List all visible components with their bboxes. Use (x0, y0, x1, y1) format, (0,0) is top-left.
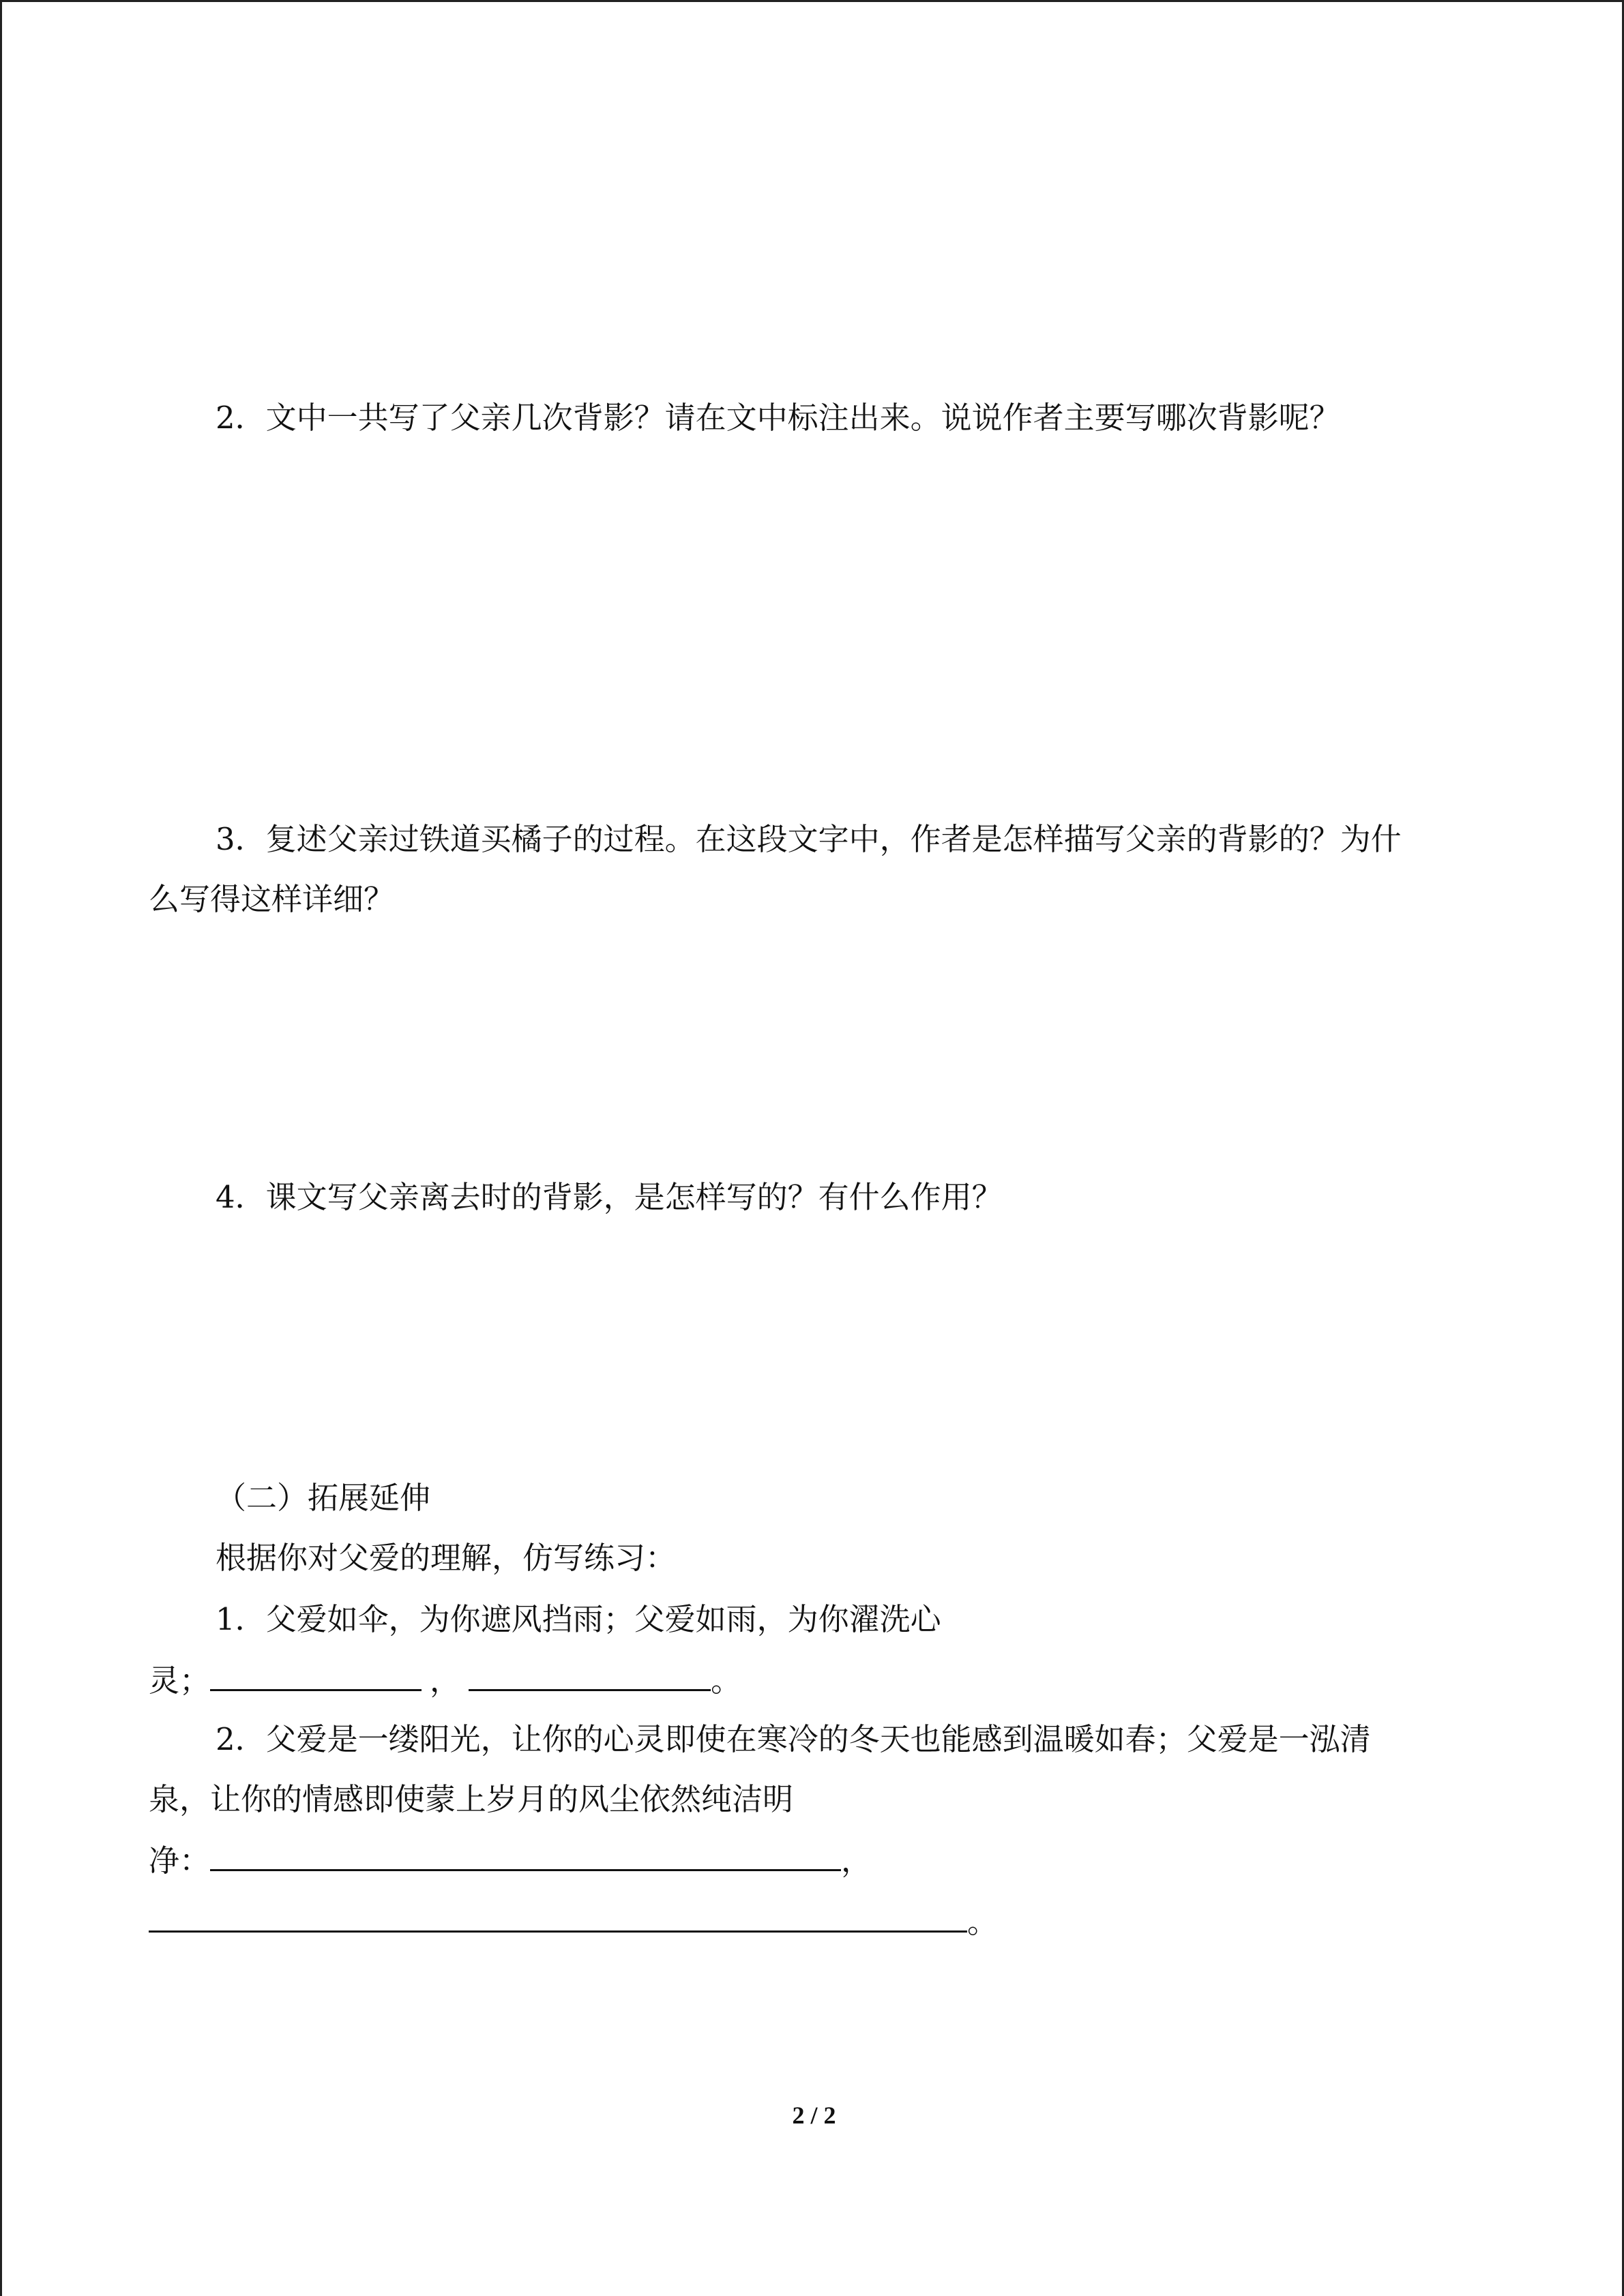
answer-blank[interactable] (469, 1659, 711, 1691)
extension-intro: 根据你对父爱的理解，仿写练习： (216, 1540, 677, 1576)
answer-blank[interactable] (210, 1659, 422, 1691)
period-mark: 。 (711, 1663, 742, 1699)
question-3-line-1: 3．复述父亲过铁道买橘子的过程。在这段文字中，作者是怎样描写父亲的背影的？为什 (216, 821, 1402, 857)
extension-heading: （二）拓展延伸 (216, 1480, 431, 1516)
comma-separator: ， (430, 1663, 461, 1699)
exercise-2-prefix: 净： (149, 1843, 211, 1879)
exercise-2-line-3 (149, 1839, 872, 1881)
exercise-2-line-4 (149, 1900, 998, 1943)
question-4: 4．课文写父亲离去时的背影，是怎样写的？有什么作用？ (216, 1179, 1003, 1215)
exercise-1-line-1: 1．父爱如伞，为你遮风挡雨；父爱如雨，为你濯洗心 (216, 1601, 941, 1637)
answer-blank[interactable] (149, 1900, 967, 1933)
exercise-1-line-2 (149, 1659, 741, 1701)
exercise-2-line-2: 泉，让你的情感即使蒙上岁月的风尘依然纯洁明 (149, 1781, 794, 1817)
comma-separator: ， (841, 1843, 872, 1879)
question-3-line-2: 么写得这样详细？ (149, 881, 395, 917)
question-2: 2．文中一共写了父亲几次背影？请在文中标注出来。说说作者主要写哪次背影呢？ (216, 400, 1340, 436)
page-number: 2 / 2 (792, 2102, 836, 2129)
exercise-2-line-1: 2．父爱是一缕阳光，让你的心灵即使在寒冷的冬天也能感到温暖如春；父爱是一泓清 (216, 1721, 1371, 1757)
exercise-1-prefix: 灵； (149, 1663, 211, 1699)
answer-blank[interactable] (210, 1839, 841, 1871)
period-mark: 。 (967, 1904, 999, 1940)
